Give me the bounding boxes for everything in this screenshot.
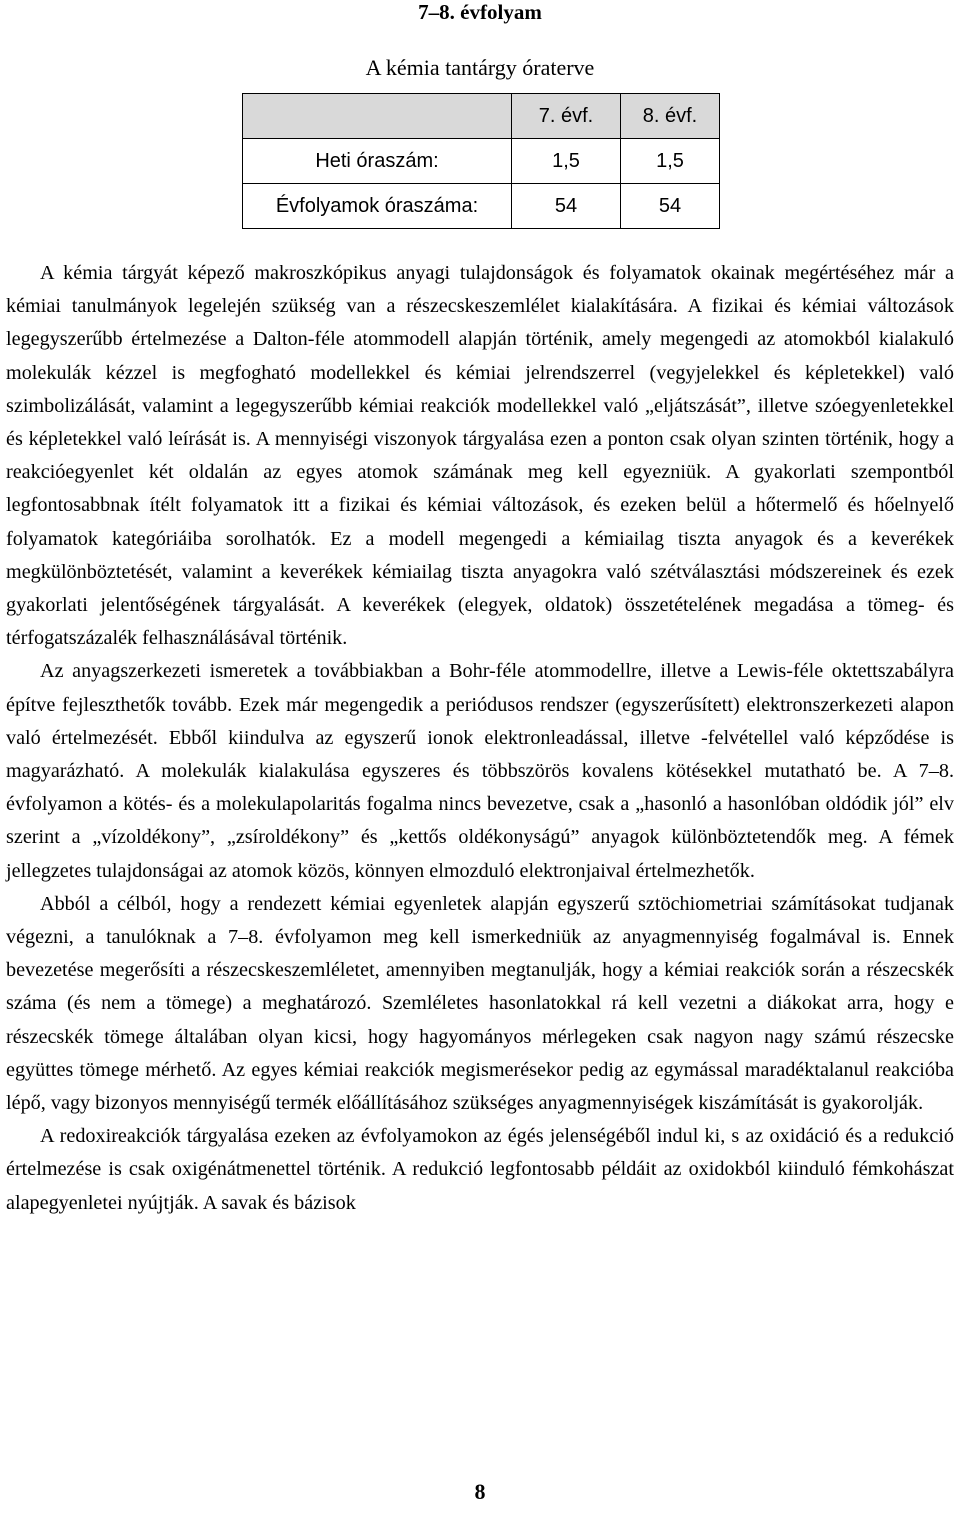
table-header-row <box>243 94 720 139</box>
table-cell: 1,5 <box>512 139 621 184</box>
table-cell: Heti óraszám: <box>243 139 512 184</box>
hours-table <box>242 93 720 229</box>
table-header-cell <box>243 94 512 139</box>
body-text <box>6 257 954 1220</box>
paragraph: A redoxireakciók tárgyalása ezeken az évfolyamokon az égés jelenségéből indul ki, s az oxidáció és a redukció értelmezése is csak oxigénátmenettel történik. A redukció legfontosabb példáit az oxidokból kiinduló fémkohászat alapegyenletei nyújtják. A savak és bázisok <box>6 1125 954 1214</box>
table-row <box>243 184 720 229</box>
document-title: A kémia tantárgy óraterve <box>365 55 595 80</box>
table-row <box>243 139 720 184</box>
paragraph: A kémia tárgyát képező makroszkópikus anyagi tulajdonságok és folyamatok okainak megértéséhez már a kémiai tanulmányok legelején szükség van a részecskeszemlélet kialakítására. A fizikai és kémiai változások legegyszerűbb értelmezése a Dalton-féle atommodell alapján történik, amely megengedi az atomokból kialakuló molekulák kézzel is megfogható modellekkel és kémiai jelrendszerrel (vegyjelekkel és képletekkel) való szimbolizálását, valamint a legegyszerűbb kémiai reakciók modellekkel való „eljátszását”, illetve szóegyenletekkel és képletekkel való leírását is. A mennyiségi viszonyok tárgyalása ezen a ponton csak olyan szinten történik, hogy a reakcióegyenlet két oldalán az egyes atomok számának meg kell egyezniük. A gyakorlati szempontból legfontosabbnak ítélt folyamatok itt a fizikai és kémiai változások, és ezeken belül a hőtermelő és hőelnyelő folyamatok kategóriáiba sorolhatók. Ez a modell megengedi a kémiailag tiszta anyagok és a keverékek megkülönböztetését, valamint a keverékek kémiailag tiszta anyagokra való szétválasztási módszereinek és ezek gyakorlati jelentőségének tárgyalását. A keverékek (elegyek, oldatok) összetételének megadása a tömeg- és térfogatszázalék felhasználásával történik. <box>6 262 954 650</box>
table-header-cell: 7. évf. <box>512 94 621 139</box>
paragraph: Az anyagszerkezeti ismeretek a továbbiakban a Bohr-féle atommodellre, illetve a Lewis-féle oktettszabályra építve fejleszthetők tovább. Ezek már megengedik a periódusos rendszer (egyszerűsített) elektronszerkezeti alapon való értelmezését. Ebből kiindulva az egyszerű ionok elektronleadással, illetve -felvétellel való képződése is magyarázható. A molekulák kialakulása egyszeres és többszörös kovalens kötésekkel mutatható be. A 7–8. évfolyamon a kötés- és a molekulapolaritás fogalma nincs bevezetve, csak a „hasonló a hasonlóban oldódik jól” elv szerint a „vízoldékony”, „zsíroldékony” és „kettős oldékonyságú” anyagok különböztetendők meg. A fémek jellegzetes tulajdonságai az atomok közös, könnyen elmozduló elektronjaival értelmezhetők. <box>6 660 954 882</box>
table-cell: 54 <box>621 184 720 229</box>
table-cell: 1,5 <box>621 139 720 184</box>
page-number: 8 <box>474 1479 486 1504</box>
paragraph: Abból a célból, hogy a rendezett kémiai egyenletek alapján egyszerű sztöchiometriai számításokat tudjanak végezni, a tanulóknak a 7–8. évfolyamon meg kell ismerkedniük az anyagmennyiség fogalmával is. Ennek bevezetése megerősíti a részecskeszemléletet, amennyiben megtanulják, hogy a kémiai reakciók során a részecskék száma (és nem a tömege) a meghatározó. Szemléletes hasonlatokkal rá kell vezetni a diákokat arra, hogy e részecskék tömege általában olyan kicsi, hogy hagyományos mérlegeken csak nagyon nagy számú részecske együttes tömege mérhető. Az egyes kémiai reakciók megismerésekor pedig az egymással maradéktalanul reakcióba lépő, vagy bizonyos mennyiségű termék előállításához szükséges anyagmennyiségek kiszámítását is gyakorolják. <box>6 892 954 1115</box>
table-cell: Évfolyamok óraszáma: <box>243 184 512 229</box>
table-header-cell: 8. évf. <box>621 94 720 139</box>
table-cell: 54 <box>512 184 621 229</box>
grade-heading: 7–8. évfolyam <box>418 0 542 24</box>
